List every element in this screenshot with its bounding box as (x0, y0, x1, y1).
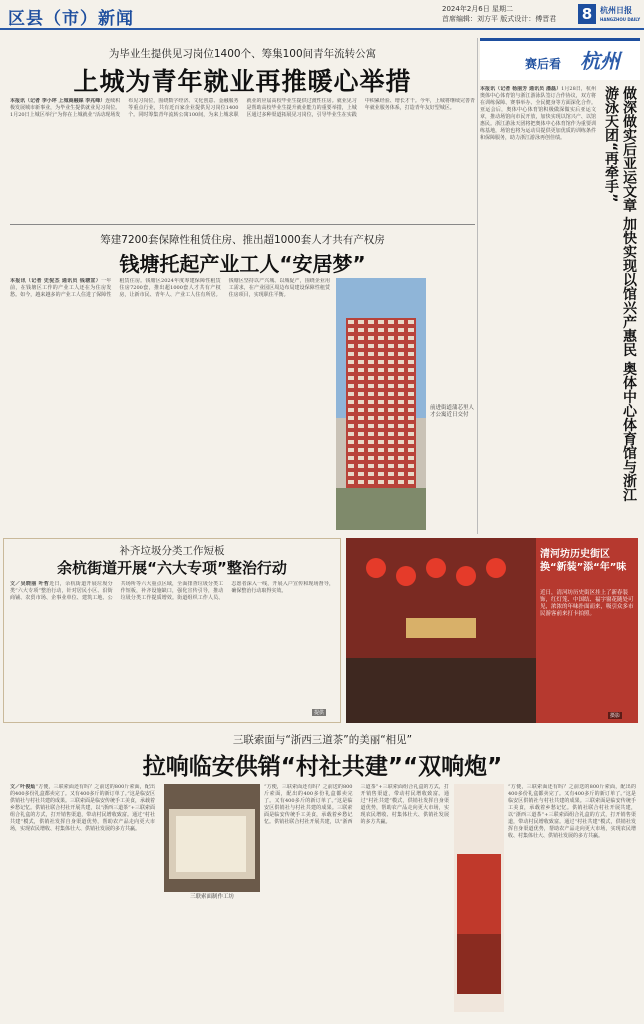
story3-text-mid: “方便，三联索面还有吗？之前送的800斤索面，配出的400多份礼盒都卖完了。又有400多斤的新订单了。”这是临安区供销社与村社共建的成果。三联索面是临安传统手工美食，承载着乡愁记忆。供销社联合村社开展共建，以“浙西三道茶”+三联索面组合礼盒的方式，打开销售渠道，带动村民增收致富。通过“村社共建”模式，供销社发挥自身渠道优势，帮助农产品走向更大市场，实现农民增收、村集体壮大、供销社发展的多方共赢。 (264, 784, 449, 825)
issue-date: 2024年2月6日 星期二 (442, 5, 513, 13)
issue-meta (442, 4, 556, 24)
issue-editor: 首席编辑：刘方平 版式设计：傅晋君 (442, 15, 557, 23)
noodle-making-image (164, 784, 260, 892)
story3-text-right: “方便，三联索面还有吗？之前送的800斤索面，配出的400多份礼盒都卖完了。又有400多斤的新订单了。”这是临安区供销社与村社共建的成果。三联索面是临安传统手工美食，承载着乡愁记忆。供销社联合村社开展共建，以“浙西三道茶”+三联索面组合礼盒的方式，打开销售渠道，带动村民增收致富。通过“村社共建”模式，供销社发挥自身渠道优势，帮助农产品走向更大市场，实现农民增收、村集体壮大、供销社发展的多方共赢。 (508, 784, 636, 839)
story2-text: 一年前，在钱塘区工作的产业工人还在为住房发愁。如今，越来越多的产业工人住进了保障性租赁住房。钱塘区2024年度筹建保障性租赁住房7200套，推出超1000套人才共有产权房，让新市民、青年人、产业工人住有所居。钱塘区坚持以产兴城、以城促产，围绕企业用工需求，在产业园区周边布局建设保障性租赁住房项目，实现职住平衡。 (10, 278, 330, 298)
story3-text: “方便，三联索面还有吗？之前送的800斤索面，配出的400多份礼盒都卖完了。又有400多斤的新订单了。”这是临安区供销社与村社共建的成果。三联索面是临安传统手工美食，承载着乡愁记忆。供销社联合村社开展共建，以“浙西三道茶”+三联索面组合礼盒的方式，打开销售渠道，带动村民增收致富。通过“村社共建”模式，供销社发挥自身渠道优势，帮助农产品走向更大市场，实现农民增收、村集体壮大、供销社发展的多方共赢。 (10, 784, 155, 832)
street-body (10, 581, 334, 716)
street-text: 近日，余杭街道开展垃圾分类“六大专项”整治行动，针对居民小区、沿街商铺、农贸市场、企事业单位、建筑工地、公共场所等六大重点区域，全面排查垃圾分类工作短板，补齐设施缺口，强化宣传引导，推动垃圾分类工作提质增效。街道组织工作人员、志愿者深入一线，开展入户宣传和现场督导，确保整治行动取得实效。 (10, 581, 334, 601)
apartment-building-image (336, 278, 426, 530)
masthead (0, 0, 644, 30)
story3-photo (164, 784, 260, 892)
story3-photo-caption: 三联索面制作工坊 (189, 894, 234, 900)
qinghefang-photo-tag: 摄影 (610, 713, 621, 719)
commentary-byline: 本报讯（记者 杨丽芳 通讯员 潘磊） (480, 86, 562, 92)
commentary-vertical-title: 做深做实后亚运文章 加快实现以馆兴产惠民 奥体中心体育馆与浙江游泳天团“再牵手” (603, 86, 637, 502)
story3-body-mid (264, 784, 449, 1012)
story3-body-left (10, 784, 155, 1012)
commentary-column (480, 38, 640, 536)
commentary-text: 1月28日，杭州奥体中心体育馆与浙江游泳队签订合作协议，双方将在训练保障、赛事举办、全民健身等方面深化合作。亚运会后，奥体中心体育馆积极做深做实后亚运文章，推动场馆向市民开放，加快实现以馆兴产、以馆惠民。浙江游泳天团将把奥体中心体育馆作为重要训练基地，场馆也将为运动员提供更加优质的训练条件和保障服务，助力浙江游泳再创佳绩。 (480, 86, 596, 141)
page-number: 8 (578, 4, 596, 24)
story3-body-right (508, 784, 636, 1012)
commentary-body (480, 86, 596, 534)
divider (10, 224, 475, 225)
story2-photo-caption: 前进街道蒲芯里人才公寓近日交付 (430, 405, 475, 418)
street-kicker: 补齐垃圾分类工作短板 (119, 545, 225, 557)
gift-box-image (454, 784, 504, 1012)
column-rule (477, 38, 478, 534)
commentary-tag-box (480, 38, 640, 80)
paper-logo (600, 6, 640, 24)
street-story-box (3, 538, 341, 723)
story2-byline: 本报讯（记者 史倪杰 通讯员 钱塘宣） (10, 278, 101, 284)
qinghefang-title: 清河坊历史街区换“新装”添“年”味 (540, 549, 627, 573)
qinghefang-photo-box (346, 538, 638, 723)
story2-body (10, 278, 330, 530)
commentary-brush-text: 杭州 (580, 49, 620, 73)
story1-body (10, 98, 475, 218)
story3-kicker: 三联索面与“浙西三道茶”的美丽“相见” (232, 734, 413, 746)
story3-headline: 拉响临安供销“村社共建”“双响炮” (142, 754, 503, 780)
section-title: 区县（市）新闻 (8, 9, 134, 29)
story1-byline: 本报讯（记者 李小坪 上城商融媒 李兆峰） (10, 98, 106, 104)
logo-text-en: HANGZHOU DAILY (600, 17, 641, 22)
story1-kicker: 为毕业生提供见习岗位1400个、筹集100间青年流转公寓 (108, 48, 377, 60)
commentary-tag: 赛后看 (525, 57, 562, 71)
street-byline: 文／吴晓丽 叶哲 (10, 581, 50, 587)
story2-photo (336, 278, 426, 530)
logo-text: 杭州日报 (600, 6, 632, 15)
story1-text: 连续积极发展城市新事业，为毕业生提供就业见习岗位。1月20日上城区举行“为你在上城就业”活动现场发布见习岗位，围绕数字经济、文化创意、金融服务等重点行业，共有近百家企业提供见习岗位1400个。同时筹集青年流转公寓100间，为来上城求职就业的应届高校毕业生提供过渡性住房。就业见习是帮助高校毕业生提升就业能力的重要举措，上城区通过多种渠道拓展见习岗位，引导毕业生在实践中积累经验、增长才干。今年，上城将继续完善青年就业服务体系，打造青年友好型城区。 (10, 98, 475, 118)
story2-headline: 钱塘托起产业工人“安居梦” (119, 252, 366, 276)
qinghefang-text: 近日，清河坊历史街区挂上了新春装饰，红灯笼、中国结、福字窗花随处可见，浓浓的年味扑面而来，吸引众多市民游客前来打卡拍照。 (540, 590, 634, 617)
giftbox-photo (454, 784, 504, 1012)
story2-kicker: 筹建7200套保障性租赁住房、推出超1000套人才共有产权房 (100, 234, 385, 246)
story1-headline: 上城为青年就业再推暖心举措 (73, 67, 412, 96)
story3-byline: 文／叶俊灿 (10, 784, 36, 790)
street-headline: 余杭街道开展“六大专项”整治行动 (57, 559, 287, 577)
street-photo-tag: 提供 (314, 710, 325, 716)
